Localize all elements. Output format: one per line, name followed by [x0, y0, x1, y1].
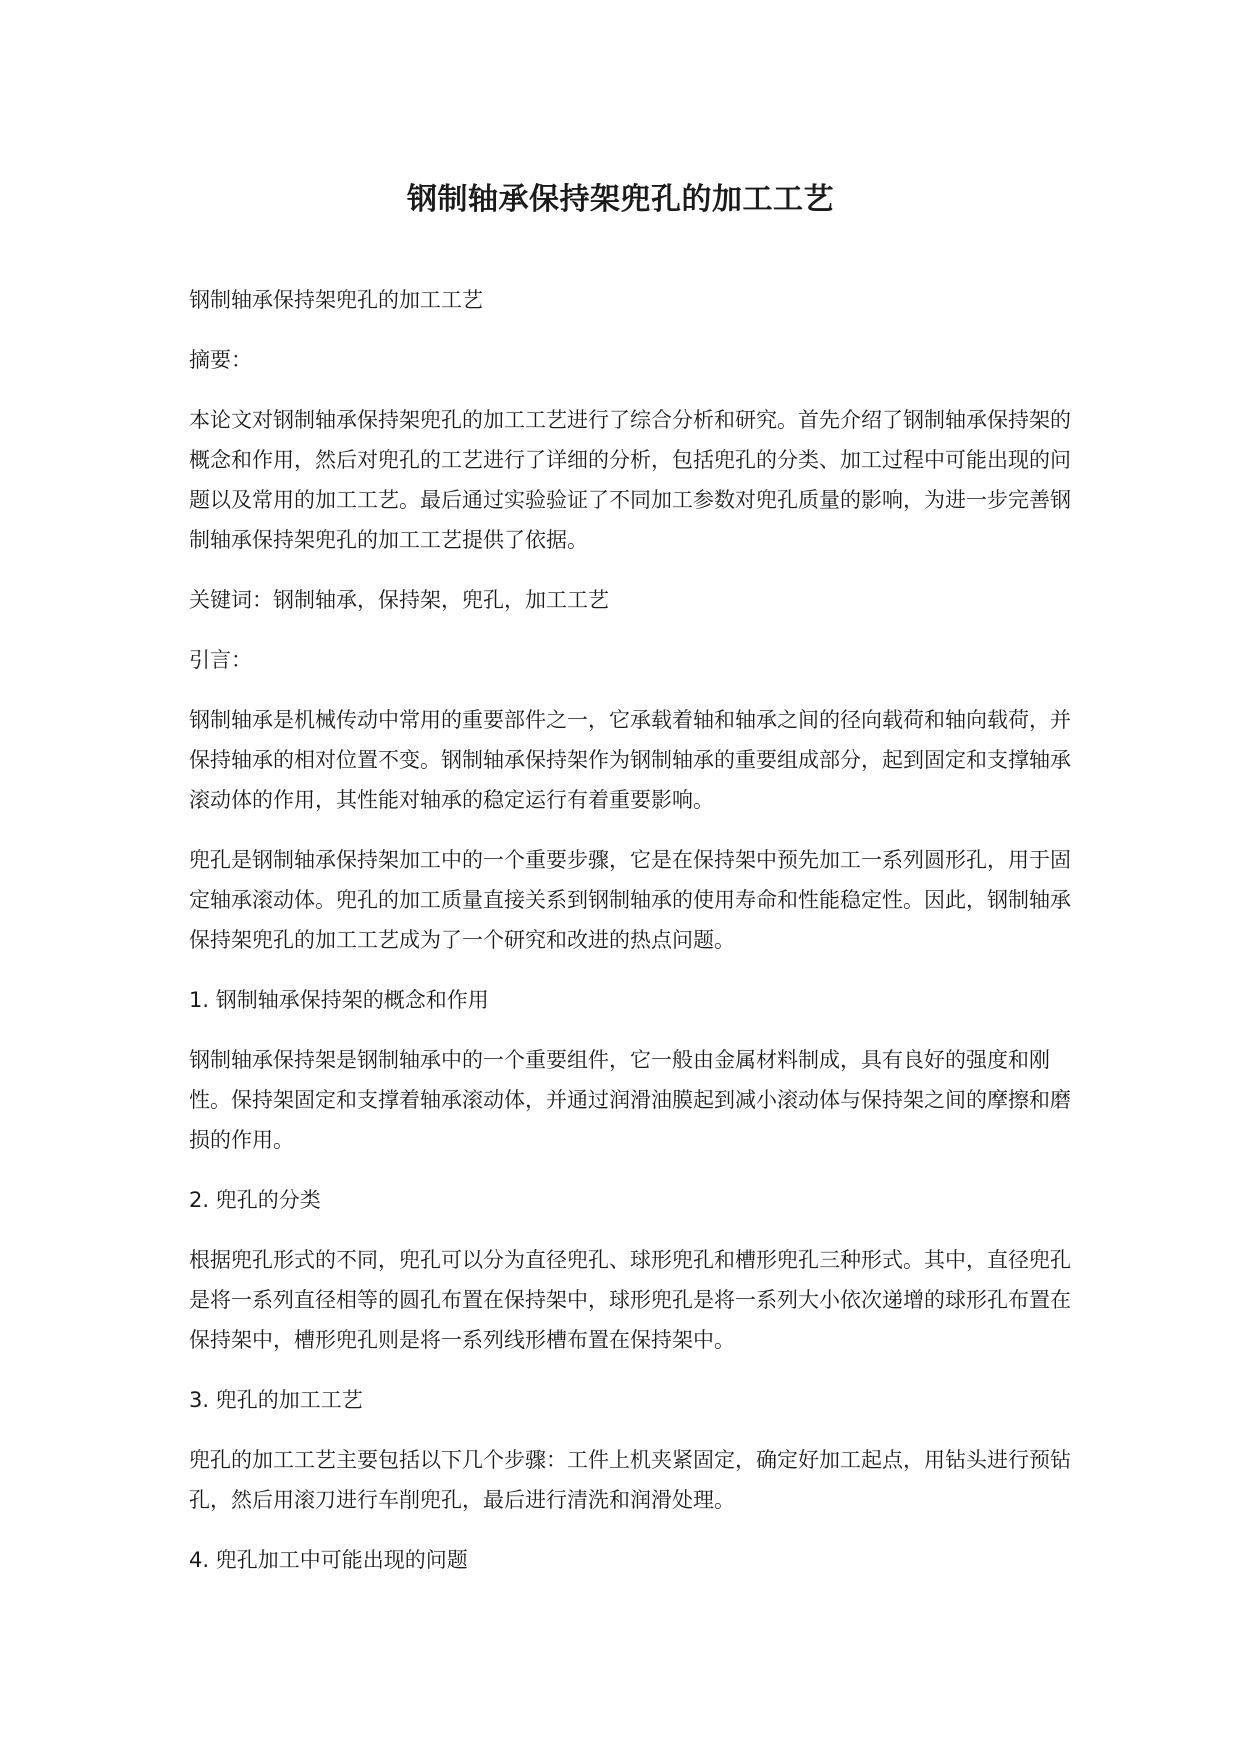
section-paragraph-1: 钢制轴承保持架是钢制轴承中的一个重要组件，它一般由金属材料制成，具有良好的强度和刚性。保持架固定和支撑着轴承滚动体，并通过润滑油膜起到减小滚动体与保持架之间的摩擦和磨损的作用。 [189, 1048, 1071, 1152]
section-heading-3: 3. 兜孔的加工工艺 [189, 1388, 363, 1412]
document-title: 钢制轴承保持架兜孔的加工工艺 [407, 182, 834, 217]
subtitle-paragraph: 钢制轴承保持架兜孔的加工工艺 [189, 288, 483, 312]
document-body [189, 280, 1079, 1600]
section-heading-1: 1. 钢制轴承保持架的概念和作用 [189, 988, 489, 1012]
abstract-paragraph: 本论文对钢制轴承保持架兜孔的加工工艺进行了综合分析和研究。首先介绍了钢制轴承保持架的概念和作用，然后对兜孔的工艺进行了详细的分析，包括兜孔的分类、加工过程中可能出现的问题以及常用的加工工艺。最后通过实验验证了不同加工参数对兜孔质量的影响，为进一步完善钢制轴承保持架兜孔的加工工艺提供了依据。 [189, 408, 1071, 552]
introduction-paragraph-1: 钢制轴承是机械传动中常用的重要部件之一，它承载着轴和轴承之间的径向载荷和轴向载荷，并保持轴承的相对位置不变。钢制轴承保持架作为钢制轴承的重要组成部分，起到固定和支撑轴承滚动体的作用，其性能对轴承的稳定运行有着重要影响。 [189, 708, 1071, 812]
introduction-paragraph-2: 兜孔是钢制轴承保持架加工中的一个重要步骤，它是在保持架中预先加工一系列圆形孔，用于固定轴承滚动体。兜孔的加工质量直接关系到钢制轴承的使用寿命和性能稳定性。因此，钢制轴承保持架兜孔的加工工艺成为了一个研究和改进的热点问题。 [189, 848, 1071, 952]
abstract-heading: 摘要： [189, 348, 252, 372]
section-heading-2: 2. 兜孔的分类 [189, 1188, 321, 1212]
section-paragraph-2: 根据兜孔形式的不同，兜孔可以分为直径兜孔、球形兜孔和槽形兜孔三种形式。其中，直径兜孔是将一系列直径相等的圆孔布置在保持架中，球形兜孔是将一系列大小依次递增的球形孔布置在保持架中，槽形兜孔则是将一系列线形槽布置在保持架中。 [189, 1248, 1071, 1352]
introduction-heading: 引言： [189, 648, 252, 672]
section-heading-4: 4. 兜孔加工中可能出现的问题 [189, 1548, 468, 1572]
section-paragraph-3: 兜孔的加工工艺主要包括以下几个步骤：工件上机夹紧固定，确定好加工起点，用钻头进行预钻孔，然后用滚刀进行车削兜孔，最后进行清洗和润滑处理。 [189, 1448, 1071, 1512]
keywords-paragraph: 关键词：钢制轴承，保持架，兜孔，加工工艺 [189, 588, 609, 612]
